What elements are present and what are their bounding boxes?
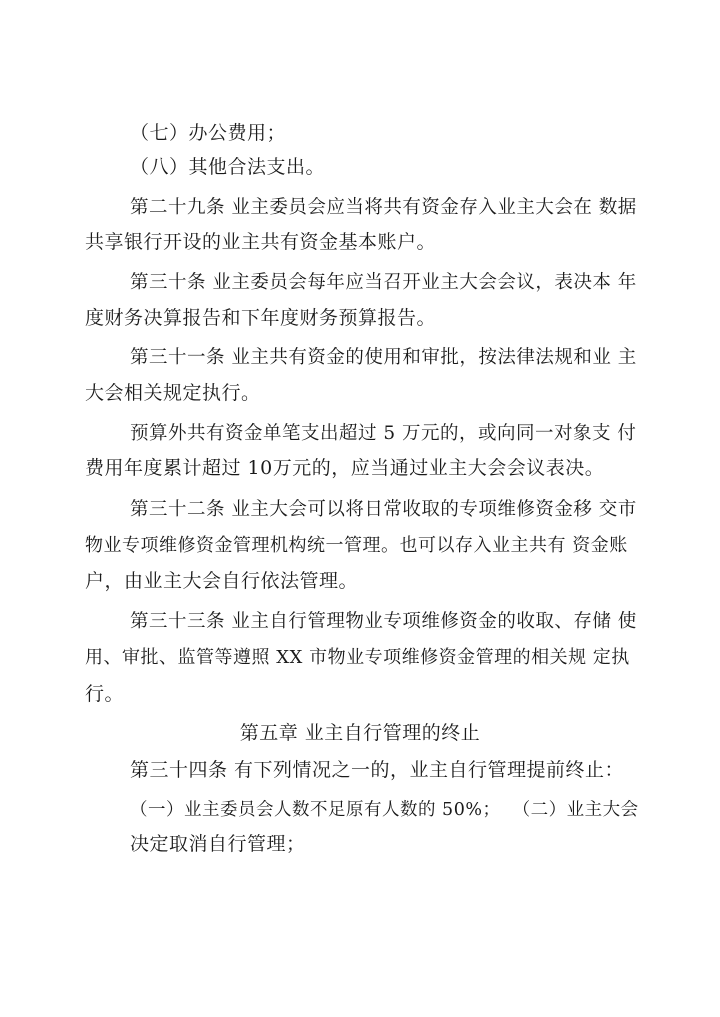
- article-30-line-2: 度财务决算报告和下年度财务预算报告。: [85, 307, 437, 329]
- article-33-line-2: 用、审批、监管等遵照 XX 市物业专项维修资金管理的相关规 定执: [85, 647, 630, 668]
- paragraph-line: （八）其他合法支出。: [130, 156, 326, 178]
- article-33-line-1: 第三十三条 业主自行管理物业专项维修资金的收取、存储 使: [130, 611, 637, 632]
- article-32-line-3: 户，由业主大会自行依法管理。: [85, 570, 359, 592]
- paragraph-line: （七）办公费用；: [130, 122, 287, 144]
- article-29-line-2: 共享银行开设的业主共有资金基本账户。: [85, 231, 437, 253]
- article-34-item-line-2: 决定取消自行管理；: [130, 833, 306, 855]
- article-34-line-1: 第三十四条 有下列情况之一的，业主自行管理提前终止：: [130, 759, 625, 781]
- article-32-line-2: 物业专项维修资金管理机构统一管理。也可以存入业主共有 资金账: [85, 535, 628, 556]
- article-31-para-2-line-2: 费用年度累计超过 10万元的，应当通过业主大会会议表决。: [85, 457, 605, 479]
- chapter-heading: 第五章 业主自行管理的终止: [239, 722, 481, 744]
- article-34-item-line-1: （一）业主委员会人数不足原有人数的 50%； （二）业主大会: [130, 800, 639, 820]
- article-33-line-3: 行。: [85, 683, 125, 705]
- article-31-line-1: 第三十一条 业主共有资金的使用和审批，按法律法规和业 主: [130, 347, 637, 368]
- article-32-line-1: 第三十二条 业主大会可以将日常收取的专项维修资金移 交市: [130, 499, 637, 520]
- article-31-line-2: 大会相关规定执行。: [85, 382, 261, 404]
- article-29-line-1: 第二十九条 业主委员会应当将共有资金存入业主大会在 数据: [130, 197, 637, 218]
- article-31-para-2-line-1: 预算外共有资金单笔支出超过 5 万元的，或向同一对象支 付: [130, 423, 637, 444]
- article-30-line-1: 第三十条 业主委员会每年应当召开业主大会会议，表决本 年: [130, 272, 637, 293]
